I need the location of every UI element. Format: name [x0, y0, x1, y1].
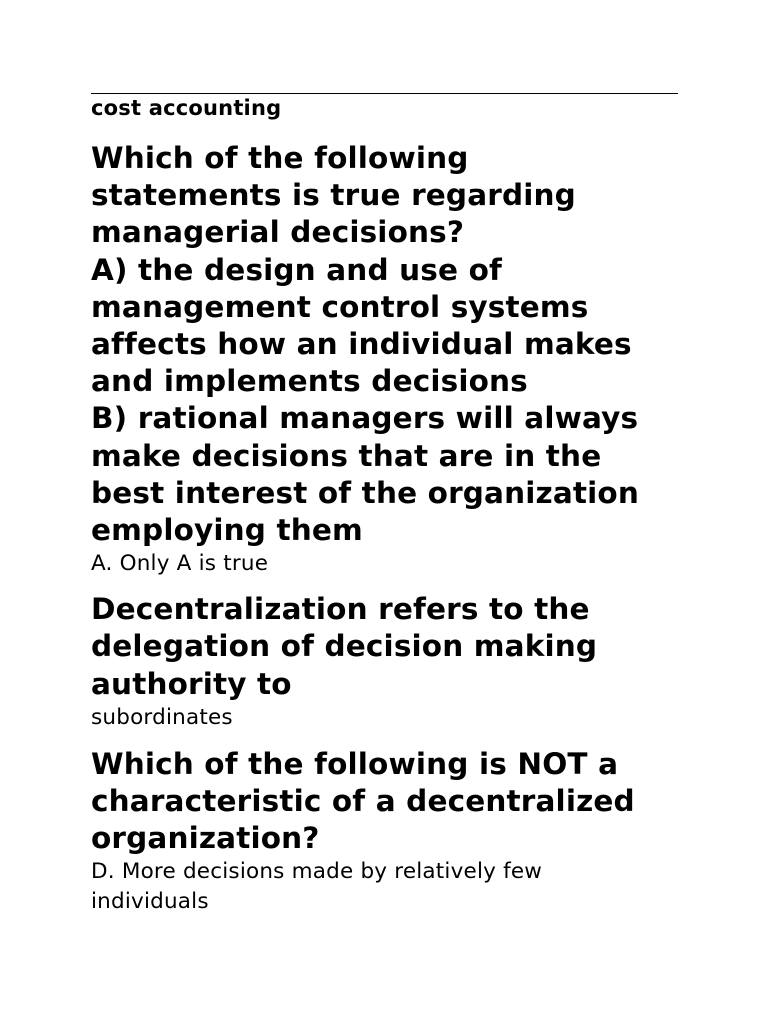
answer-text: A. Only A is true [91, 551, 269, 577]
header-rule [91, 93, 678, 94]
document-page [91, 93, 678, 917]
flashcard-2 [91, 591, 678, 733]
answer-text: D. More decisions made by relatively few individuals [91, 859, 543, 915]
question-text: Which of the following is NOT a characteristic of a decentralized organization? [91, 746, 635, 856]
answer-text: subordinates [91, 704, 233, 730]
subject-title: cost accounting [91, 96, 282, 120]
question-text: Decentralization refers to the delegation of decision making authority to [91, 592, 598, 701]
flashcard-3 [91, 746, 678, 918]
flashcard-1 [91, 140, 678, 579]
question-text: Which of the following statements is true regarding managerial decisions? A) the design and use of management control systems affects how an individual makes and implements decisions B) rational managers will always make decisions that are in the best interest of the organization employing them [91, 141, 639, 548]
